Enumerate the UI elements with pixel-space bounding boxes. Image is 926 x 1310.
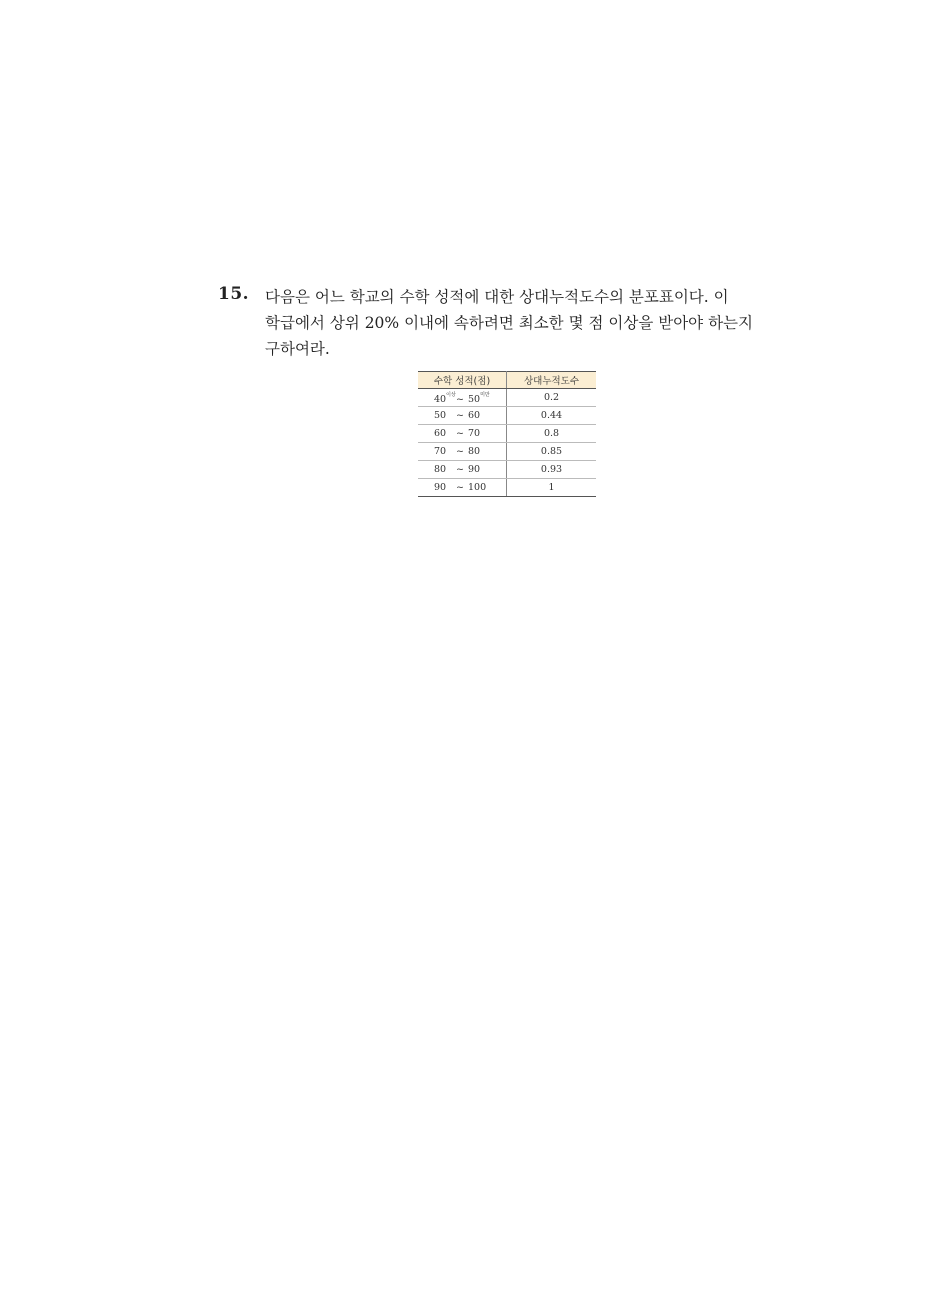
range-tilde: ~ [456, 428, 464, 439]
header-score: 수학 성적(점) [418, 372, 507, 389]
range-tilde: ~ [456, 464, 464, 475]
table-row [418, 407, 596, 425]
table-row [418, 425, 596, 443]
range-low: 40 [434, 393, 447, 405]
relative-cumulative-value: 0.8 [507, 425, 597, 443]
relative-cumulative-value: 0.44 [507, 407, 597, 425]
cumulative-frequency-table [418, 371, 596, 497]
problem-number: 15. [218, 284, 250, 304]
range-high: 50 [468, 393, 481, 405]
table-header-row [418, 372, 596, 389]
table-row [418, 389, 596, 407]
problem-statement [265, 284, 755, 362]
range-high: 100 [468, 482, 487, 493]
relative-cumulative-value: 0.85 [507, 443, 597, 461]
score-range [418, 461, 507, 479]
range-low: 90 [434, 482, 447, 493]
range-high: 90 [468, 464, 481, 475]
relative-cumulative-value: 1 [507, 479, 597, 497]
range-low: 70 [434, 446, 447, 457]
problem-line: 다음은 어느 학교의 수학 성적에 대한 상대누적도수의 분포표이다. 이 [265, 288, 729, 306]
range-tilde: ~ [456, 393, 464, 405]
relative-cumulative-value: 0.93 [507, 461, 597, 479]
range-high: 60 [468, 410, 481, 421]
score-range [418, 479, 507, 497]
table-row [418, 461, 596, 479]
range-tilde: ~ [456, 482, 464, 493]
range-upper-marker: 미만 [480, 391, 490, 398]
table-row [418, 479, 596, 497]
range-low: 60 [434, 428, 447, 439]
relative-cumulative-value: 0.2 [507, 389, 597, 407]
score-range [418, 425, 507, 443]
range-tilde: ~ [456, 446, 464, 457]
range-low: 80 [434, 464, 447, 475]
problem-line: 구하여라. [265, 340, 330, 358]
score-range [418, 407, 507, 425]
range-high: 70 [468, 428, 481, 439]
header-relative-cumulative-frequency: 상대누적도수 [507, 372, 597, 389]
score-range [418, 389, 507, 407]
score-range [418, 443, 507, 461]
problem-line: 학급에서 상위 20% 이내에 속하려면 최소한 몇 점 이상을 받아야 하는지 [265, 314, 753, 332]
range-low: 50 [434, 410, 447, 421]
range-tilde: ~ [456, 410, 464, 421]
table-row [418, 443, 596, 461]
range-high: 80 [468, 446, 481, 457]
range-lower-marker: 이상 [446, 391, 456, 398]
